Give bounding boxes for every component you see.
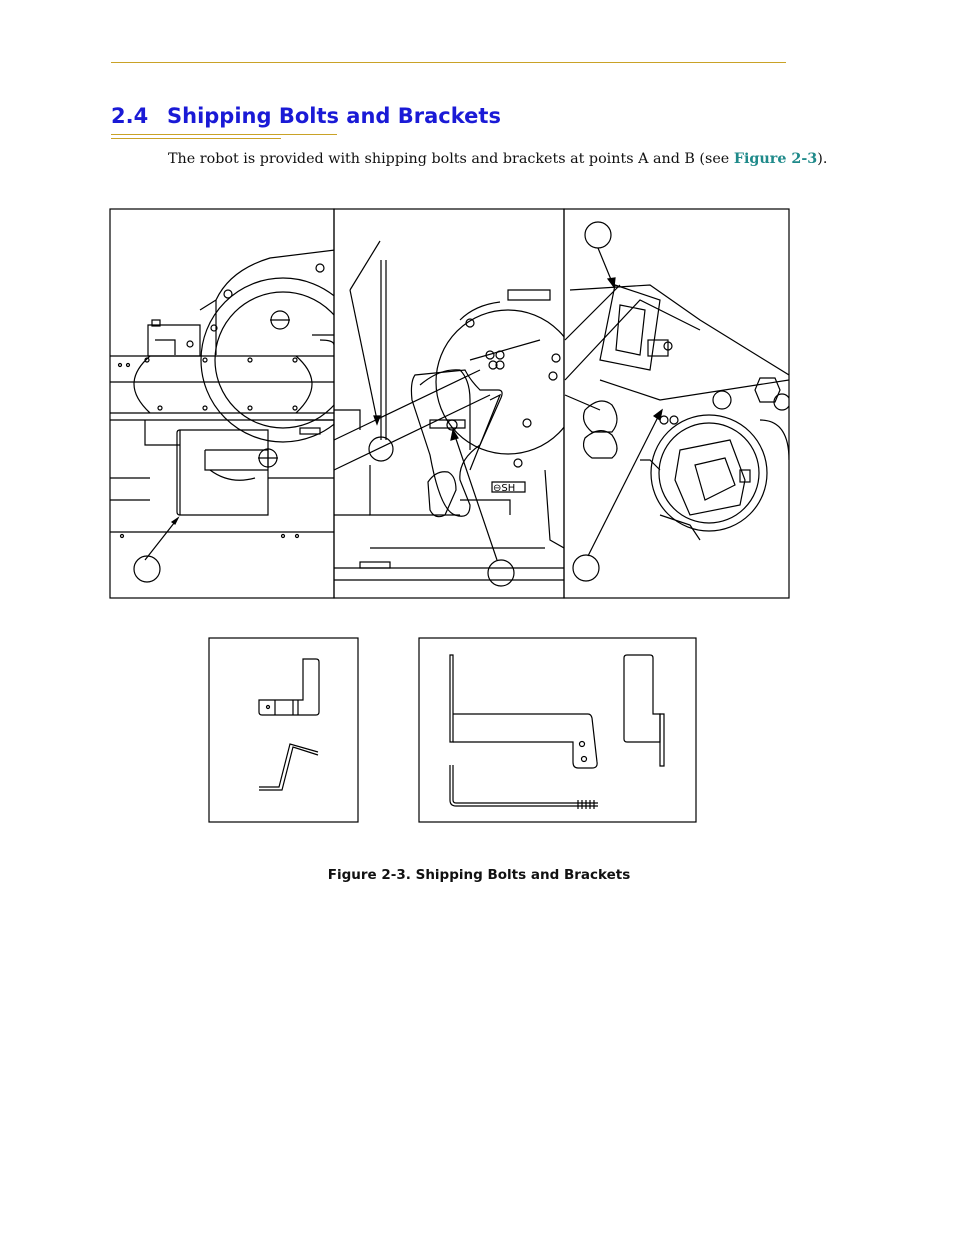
large-parts-box — [419, 638, 696, 822]
section-title: Shipping Bolts and Brackets — [167, 104, 501, 128]
large-bracket-part — [450, 655, 597, 768]
robot-logo-mark: ⊖SH — [493, 483, 516, 494]
panel-middle-view — [334, 260, 580, 580]
small-parts-box — [209, 638, 358, 822]
small-bracket-part — [259, 659, 319, 715]
small-bolt-part — [259, 744, 318, 790]
large-plate-part — [624, 655, 664, 766]
callout-leader-a3 — [588, 415, 659, 556]
panel-right-view — [565, 285, 790, 540]
long-bolt-part — [450, 765, 598, 809]
section-number: 2.4 — [111, 104, 149, 128]
callout-circle-a3 — [573, 555, 599, 581]
paragraph-text: The robot is provided with shipping bolts and brackets at points A and B (see — [168, 151, 734, 167]
panel-middle-border — [334, 209, 564, 598]
paragraph-text-end: ). — [817, 151, 828, 167]
callout-circle-a1 — [134, 556, 160, 582]
panel-left-border — [110, 209, 334, 598]
panel-left-view — [110, 250, 365, 538]
figure-link[interactable]: Figure 2-3 — [733, 151, 818, 167]
callout-circle-a2 — [488, 560, 514, 586]
callout-leader-b-upper — [350, 241, 380, 290]
figure-caption: Figure 2-3. Shipping Bolts and Brackets — [327, 867, 631, 883]
callout-leader-b2 — [598, 248, 612, 282]
callout-circle-b2 — [585, 222, 611, 248]
callout-leader-a1 — [145, 518, 178, 560]
panel-right-border — [564, 209, 789, 598]
